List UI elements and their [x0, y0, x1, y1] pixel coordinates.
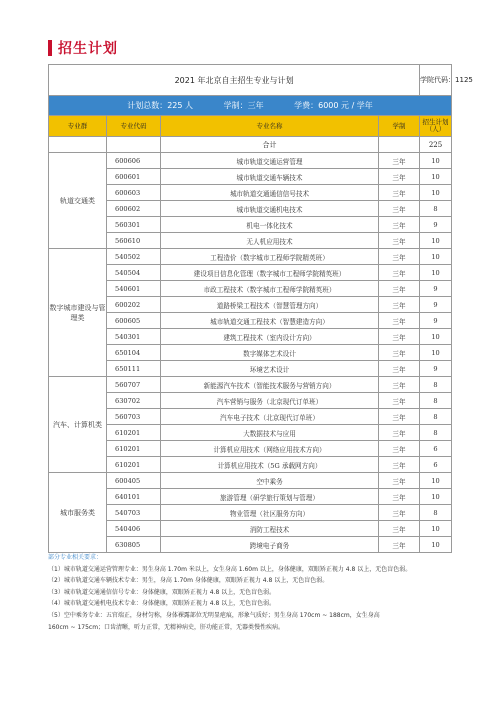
header-plan-line1: 招生计划: [422, 118, 449, 126]
plan-cell: 10: [420, 169, 452, 185]
plan-cell: 8: [420, 393, 452, 409]
code-cell: 600405: [107, 473, 161, 489]
summary-fee: 学费：6000 元 / 学年: [294, 101, 373, 110]
table-row: [49, 249, 452, 265]
name-cell: 数字媒体艺术设计: [161, 345, 379, 361]
name-cell: 消防工程技术: [161, 521, 379, 537]
name-cell: 汽车营销与服务（北京现代订单班）: [161, 393, 379, 409]
plan-cell: 9: [420, 281, 452, 297]
duration-cell: 三年: [379, 169, 420, 185]
total-row: [49, 137, 452, 153]
section-heading: [48, 38, 118, 58]
table-row: [49, 313, 452, 329]
plan-cell: 10: [420, 473, 452, 489]
table-row: [49, 265, 452, 281]
table-row: [49, 361, 452, 377]
plan-cell: 10: [420, 153, 452, 169]
name-cell: 城市轨道交通通信信号技术: [161, 185, 379, 201]
group-cell: 城市服务类: [49, 473, 107, 553]
heading-title: 招生计划: [58, 41, 118, 57]
note-line: （4）城市轨道交通机电技术专业：身体健康，双眼矫正视力 4.8 以上，无色盲色弱。: [48, 600, 276, 608]
plan-cell: 9: [420, 361, 452, 377]
plan-cell: 9: [420, 217, 452, 233]
code-cell: 600202: [107, 297, 161, 313]
plan-cell: 10: [420, 249, 452, 265]
table-row: [49, 233, 452, 249]
note-line: （3）城市轨道交通通信信号专业：身体健康，双眼矫正视力 4.8 以上，无色盲色弱。: [48, 588, 276, 596]
duration-cell: 三年: [379, 313, 420, 329]
note-line: 160cm ~ 175cm；口齿清晰，听力正常，无精神病史，肝功能正常，无器类慢性疾病。: [48, 623, 285, 631]
header-row: [49, 116, 452, 137]
name-cell: 道路桥梁工程技术（智慧管理方向）: [161, 297, 379, 313]
duration-cell: 三年: [379, 217, 420, 233]
table-row: [49, 377, 452, 393]
code-cell: 610201: [107, 457, 161, 473]
name-cell: 建筑工程技术（室内设计方向）: [161, 329, 379, 345]
plan-cell: 10: [420, 537, 452, 553]
header-name: 专业名称: [161, 116, 379, 137]
table-row: [49, 457, 452, 473]
duration-cell: 三年: [379, 201, 420, 217]
total-value: 225: [420, 137, 452, 153]
table-row: [49, 345, 452, 361]
plan-cell: 6: [420, 441, 452, 457]
duration-cell: 三年: [379, 489, 420, 505]
table-row: [49, 409, 452, 425]
plan-cell: 10: [420, 489, 452, 505]
school-code: 学院代码：1125: [420, 65, 452, 96]
code-cell: 560703: [107, 409, 161, 425]
name-cell: 城市轨道交通运营管理: [161, 153, 379, 169]
note-line: （2）城市轨道交通车辆技术专业：男生，身高 1.70m 身体健康，双眼矫正视力 4.8 以上，无色盲色弱。: [48, 577, 329, 585]
name-cell: 旅游管理（研学旅行策划与管理）: [161, 489, 379, 505]
plan-cell: 6: [420, 457, 452, 473]
duration-cell: 三年: [379, 153, 420, 169]
name-cell: 机电一体化技术: [161, 217, 379, 233]
code-cell: 650104: [107, 345, 161, 361]
name-cell: 计算机应用技术（网络应用技术方向）: [161, 441, 379, 457]
name-cell: 建设项目信息化管理（数字城市工程师学院精英班）: [161, 265, 379, 281]
duration-cell: 三年: [379, 473, 420, 489]
summary-duration: 学制：三年: [223, 101, 264, 110]
code-cell: 600603: [107, 185, 161, 201]
plan-cell: 8: [420, 505, 452, 521]
code-cell: 600602: [107, 201, 161, 217]
code-cell: 540703: [107, 505, 161, 521]
table-row: [49, 329, 452, 345]
plan-cell: 8: [420, 377, 452, 393]
table-row: [49, 169, 452, 185]
name-cell: 城市轨道交通车辆技术: [161, 169, 379, 185]
code-cell: 560707: [107, 377, 161, 393]
duration-cell: 三年: [379, 281, 420, 297]
group-cell: 轨道交通类: [49, 153, 107, 249]
table-row: [49, 153, 452, 169]
table-title: 2021 年北京自主招生专业与计划: [49, 65, 420, 96]
table-row: [49, 489, 452, 505]
table-row: [49, 281, 452, 297]
plan-cell: 10: [420, 265, 452, 281]
plan-cell: 10: [420, 345, 452, 361]
code-cell: 540301: [107, 329, 161, 345]
total-label: 合计: [161, 137, 379, 153]
name-cell: 环境艺术设计: [161, 361, 379, 377]
table-row: [49, 441, 452, 457]
header-plan: [420, 116, 452, 137]
code-cell: 640101: [107, 489, 161, 505]
duration-cell: 三年: [379, 233, 420, 249]
duration-cell: 三年: [379, 345, 420, 361]
plan-cell: 9: [420, 313, 452, 329]
name-cell: 工程造价（数字城市工程师学院精英班）: [161, 249, 379, 265]
plan-cell: 10: [420, 185, 452, 201]
table-row: [49, 505, 452, 521]
name-cell: 汽车电子技术（北京现代订单班）: [161, 409, 379, 425]
plan-cell: 8: [420, 409, 452, 425]
table-row: [49, 297, 452, 313]
duration-cell: 三年: [379, 425, 420, 441]
duration-cell: 三年: [379, 393, 420, 409]
code-cell: 650111: [107, 361, 161, 377]
name-cell: 大数据技术与应用: [161, 425, 379, 441]
code-cell: 600605: [107, 313, 161, 329]
duration-cell: 三年: [379, 409, 420, 425]
table-row: [49, 185, 452, 201]
code-cell: 630702: [107, 393, 161, 409]
code-cell: 540504: [107, 265, 161, 281]
header-duration: 学制: [379, 116, 420, 137]
header-plan-line2: （人）: [425, 125, 446, 133]
note-line: （1）城市轨道交通运营管理专业：男生身高 1.70m 米以上，女生身高 1.60m 以上，身体健康，双眼矫正视力 4.8 以上，无色盲色弱。: [48, 565, 412, 573]
enrollment-plan-table: [48, 64, 473, 553]
name-cell: 物业管理（社区服务方向）: [161, 505, 379, 521]
name-cell: 市政工程技术（数字城市工程师学院精英班）: [161, 281, 379, 297]
table-row: [49, 521, 452, 537]
plan-cell: 10: [420, 233, 452, 249]
code-cell: 630805: [107, 537, 161, 553]
duration-cell: 三年: [379, 185, 420, 201]
duration-cell: 三年: [379, 505, 420, 521]
code-cell: 540406: [107, 521, 161, 537]
duration-cell: 三年: [379, 249, 420, 265]
duration-cell: 三年: [379, 537, 420, 553]
code-cell: 610201: [107, 425, 161, 441]
plan-cell: 8: [420, 425, 452, 441]
table-row: [49, 217, 452, 233]
notes-title: 部分专业相关要求：: [48, 554, 103, 561]
duration-cell: 三年: [379, 361, 420, 377]
code-cell: 560301: [107, 217, 161, 233]
name-cell: 无人机应用技术: [161, 233, 379, 249]
header-code: 专业代码: [107, 116, 161, 137]
table-row: [49, 425, 452, 441]
duration-cell: 三年: [379, 297, 420, 313]
code-cell: 600606: [107, 153, 161, 169]
table-row: [49, 201, 452, 217]
duration-cell: 三年: [379, 329, 420, 345]
plan-cell: 10: [420, 329, 452, 345]
duration-cell: 三年: [379, 457, 420, 473]
duration-cell: 三年: [379, 265, 420, 281]
code-cell: 600601: [107, 169, 161, 185]
code-cell: 540502: [107, 249, 161, 265]
code-cell: 610201: [107, 441, 161, 457]
code-cell: 560610: [107, 233, 161, 249]
plan-cell: 9: [420, 297, 452, 313]
code-cell: 540601: [107, 281, 161, 297]
plan-cell: 8: [420, 201, 452, 217]
name-cell: 空中乘务: [161, 473, 379, 489]
plan-summary-bar: [49, 96, 452, 116]
requirements-notes: [48, 552, 458, 633]
summary-total: 计划总数：225 人: [127, 101, 194, 110]
name-cell: 计算机应用技术（5G 承载网方向）: [161, 457, 379, 473]
header-group: 专业群: [49, 116, 107, 137]
note-line: （5）空中乘务专业：五官端正，身材匀称，身体裸露部位无明显疤痕，形象气质好；男生身高 170cm ~ 188cm，女生身高: [48, 611, 380, 619]
table-row: [49, 537, 452, 553]
table-row: [49, 393, 452, 409]
heading-accent-bar: [48, 40, 52, 56]
group-cell: 数字城市建设与管理类: [49, 249, 107, 377]
name-cell: 跨境电子商务: [161, 537, 379, 553]
name-cell: 新能源汽车技术（智能技术服务与营销方向）: [161, 377, 379, 393]
duration-cell: 三年: [379, 377, 420, 393]
name-cell: 城市轨道交通工程技术（智慧建造方向）: [161, 313, 379, 329]
name-cell: 城市轨道交通机电技术: [161, 201, 379, 217]
plan-cell: 10: [420, 521, 452, 537]
group-cell: 汽车、计算机类: [49, 377, 107, 473]
table-row: [49, 473, 452, 489]
duration-cell: 三年: [379, 441, 420, 457]
duration-cell: 三年: [379, 521, 420, 537]
